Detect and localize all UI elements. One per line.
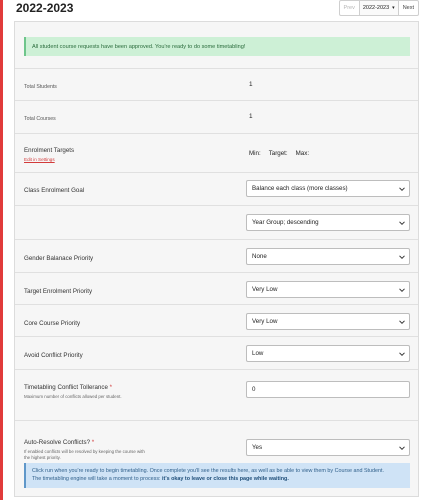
total-courses-label: Total Courses bbox=[24, 116, 56, 122]
chevron-down-icon bbox=[399, 220, 405, 226]
year-select-value: 2022-2023 bbox=[362, 5, 390, 11]
page-title: 2022-2023 bbox=[16, 1, 74, 15]
total-students-value: 1 bbox=[249, 81, 253, 88]
page-header bbox=[14, 0, 419, 22]
class-goal-row bbox=[15, 172, 418, 205]
gender-priority-row bbox=[15, 239, 418, 272]
conflict-tolerance-label-text: Timetabling Conflict Tollerance bbox=[24, 384, 108, 391]
enrolment-targets-row bbox=[15, 133, 418, 172]
target-label: Target: bbox=[268, 150, 288, 157]
year-select[interactable] bbox=[360, 1, 399, 15]
chevron-down-icon bbox=[399, 186, 405, 192]
auto-resolve-help-2: the highest priority. bbox=[24, 455, 61, 460]
prev-year-button[interactable]: Prev bbox=[340, 1, 360, 15]
year-group-value: Year Group; descending bbox=[252, 219, 319, 226]
auto-resolve-select[interactable] bbox=[246, 439, 410, 456]
edit-in-settings-link[interactable]: Edit in Settings bbox=[24, 157, 55, 162]
year-group-select[interactable] bbox=[246, 214, 410, 231]
class-goal-select[interactable] bbox=[246, 180, 410, 197]
core-priority-row bbox=[15, 304, 418, 336]
success-alert: All student course requests have been approved. You're ready to do some timetabling! bbox=[24, 37, 410, 56]
info-alert-line-2-bold: it's okay to leave or close this page while waiting. bbox=[162, 476, 289, 482]
info-alert-line-1: Click run when you're ready to begin timetabling. Once complete you'll see the results here, as well as be able to view them by Course and Student. bbox=[32, 468, 385, 474]
info-alert-line-2-text: The timetabling engine will take a moment to process: bbox=[32, 476, 163, 482]
gender-priority-value: None bbox=[252, 253, 267, 260]
chevron-down-icon bbox=[399, 351, 405, 357]
total-students-label: Total Students bbox=[24, 84, 57, 90]
chevron-down-icon bbox=[399, 445, 405, 451]
auto-resolve-label-text: Auto-Resolve Conflicts? bbox=[24, 439, 91, 446]
total-courses-row bbox=[15, 100, 418, 133]
gender-priority-label: Gender Balanace Priority bbox=[24, 255, 94, 262]
max-label: Max: bbox=[295, 150, 310, 157]
total-courses-value: 1 bbox=[249, 113, 253, 120]
target-priority-label: Target Enrolment Priority bbox=[24, 288, 93, 295]
auto-resolve-help-1: If enabled conflicts will be resolved by keeping the course with bbox=[24, 449, 145, 454]
timetabling-panel bbox=[14, 21, 419, 497]
class-goal-value: Balance each class (more classes) bbox=[252, 185, 348, 192]
target-priority-value: Very Low bbox=[252, 286, 278, 293]
conflict-tolerance-input[interactable]: 0 bbox=[246, 381, 410, 398]
target-priority-row bbox=[15, 272, 418, 304]
info-alert bbox=[24, 463, 410, 488]
left-edge-accent bbox=[0, 0, 3, 500]
conflict-tolerance-row bbox=[15, 369, 418, 420]
conflict-tolerance-label bbox=[24, 384, 112, 391]
required-mark: * bbox=[91, 439, 95, 446]
avoid-conflict-value: Low bbox=[252, 350, 264, 357]
core-priority-select[interactable] bbox=[246, 313, 410, 330]
class-goal-label: Class Enrolment Goal bbox=[24, 187, 85, 194]
conflict-tolerance-help: Maximum number of conflicts allowed per student. bbox=[24, 394, 122, 399]
year-navigation bbox=[339, 0, 419, 16]
avoid-conflict-select[interactable] bbox=[246, 345, 410, 362]
required-mark: * bbox=[109, 384, 113, 391]
year-group-row bbox=[15, 205, 418, 239]
total-students-row bbox=[15, 68, 418, 100]
core-priority-value: Very Low bbox=[252, 318, 278, 325]
min-label: Min: bbox=[249, 150, 261, 157]
chevron-down-icon bbox=[399, 254, 405, 260]
core-priority-label: Core Course Priority bbox=[24, 320, 81, 327]
avoid-conflict-label: Avoid Conflict Priority bbox=[24, 352, 83, 359]
auto-resolve-label bbox=[24, 439, 94, 446]
next-year-button[interactable]: Next bbox=[402, 5, 414, 11]
target-priority-select[interactable] bbox=[246, 281, 410, 298]
caret-icon: ▾ bbox=[392, 5, 395, 11]
auto-resolve-value: Yes bbox=[252, 444, 263, 451]
enrolment-targets-values bbox=[249, 150, 309, 157]
chevron-down-icon bbox=[399, 319, 405, 325]
chevron-down-icon bbox=[399, 287, 405, 293]
enrolment-targets-label: Enrolment Targets bbox=[24, 147, 75, 154]
info-alert-line-2 bbox=[32, 475, 410, 483]
avoid-conflict-row bbox=[15, 336, 418, 369]
gender-priority-select[interactable] bbox=[246, 248, 410, 265]
